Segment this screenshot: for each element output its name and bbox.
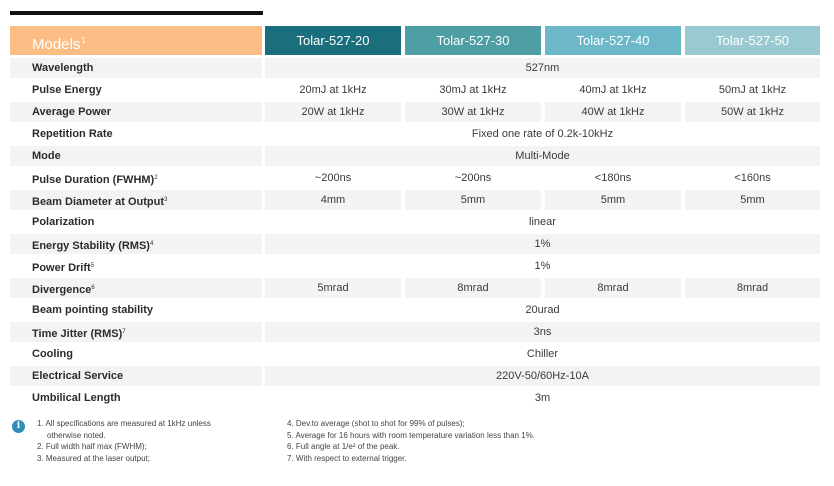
spec-label-text: Beam Diameter at Output <box>32 196 165 208</box>
spec-label-footnote: 5 <box>90 263 95 269</box>
models-header-footnote: 1 <box>81 36 86 45</box>
spec-value: 5mm <box>545 190 681 210</box>
spec-row <box>10 277 820 299</box>
spec-row <box>10 211 820 233</box>
spec-label-text: Umbilical Length <box>32 392 121 404</box>
spec-row <box>10 299 820 321</box>
spec-label <box>10 278 262 298</box>
spec-label-footnote: 7 <box>122 329 126 335</box>
models-header-label: Models <box>32 36 81 53</box>
spec-label-footnote: 4 <box>149 241 154 247</box>
spec-value-shared: linear <box>265 212 820 232</box>
spec-label-text: Repetition Rate <box>32 128 113 140</box>
spec-label <box>10 234 262 254</box>
model-header-1: Tolar-527-20 <box>265 26 401 55</box>
footnote-6: 6. Full angle at 1/e² of the peak. <box>287 442 400 451</box>
spec-label-text: Energy Stability (RMS) <box>32 240 150 252</box>
footnote-2: 2. Full width half max (FWHM); <box>37 442 147 451</box>
spec-value-shared: 20urad <box>265 300 820 320</box>
footnote-1-cont: otherwise noted. <box>47 430 106 440</box>
footnote-7: 7. With respect to external trigger. <box>287 453 407 463</box>
spec-value-shared: 220V-50/60Hz-10A <box>265 366 820 386</box>
spec-value: ~200ns <box>405 168 541 188</box>
spec-value: 20W at 1kHz <box>265 102 401 122</box>
spec-row <box>10 79 820 101</box>
spec-value: 40W at 1kHz <box>545 102 681 122</box>
footnote-3: 3. Measured at the laser output; <box>37 453 150 463</box>
info-icon: i <box>12 420 25 433</box>
spec-row <box>10 167 820 189</box>
spec-label <box>10 102 262 122</box>
spec-value-shared: 3ns <box>265 322 820 342</box>
spec-label-text: Pulse Duration (FWHM) <box>32 174 155 186</box>
spec-value: <180ns <box>545 168 681 188</box>
spec-row <box>10 255 820 277</box>
top-accent-bar <box>10 11 263 15</box>
spec-label <box>10 256 262 276</box>
spec-row <box>10 101 820 123</box>
spec-label-footnote: 2 <box>154 175 158 181</box>
model-header-3: Tolar-527-40 <box>545 26 681 55</box>
spec-value: 50W at 1kHz <box>685 102 820 122</box>
spec-value-shared: Chiller <box>265 344 820 364</box>
footnotes <box>12 418 822 478</box>
spec-value: 20mJ at 1kHz <box>265 80 401 100</box>
spec-value: 30W at 1kHz <box>405 102 541 122</box>
spec-table-header <box>10 26 820 55</box>
spec-value-shared: 1% <box>265 256 820 276</box>
spec-label-text: Cooling <box>32 348 73 360</box>
spec-row <box>10 189 820 211</box>
spec-label <box>10 322 262 342</box>
spec-label-footnote: 3 <box>164 197 168 203</box>
spec-label-footnote: 6 <box>91 285 95 291</box>
spec-row <box>10 57 820 79</box>
footnotes-left <box>37 418 267 464</box>
spec-label <box>10 366 262 386</box>
spec-value-shared: Fixed one rate of 0.2k-10kHz <box>265 124 820 144</box>
spec-label-text: Power Drift <box>32 262 91 274</box>
spec-table-body <box>10 57 820 409</box>
spec-value: 50mJ at 1kHz <box>685 80 820 100</box>
spec-label <box>10 146 262 166</box>
spec-value: 4mm <box>265 190 401 210</box>
footnote-1: 1. All specifications are measured at 1kHz unless <box>37 419 211 428</box>
spec-label-text: Pulse Energy <box>32 84 102 96</box>
spec-value: <160ns <box>685 168 820 188</box>
spec-row <box>10 123 820 145</box>
footnotes-right <box>287 418 627 464</box>
spec-label-text: Wavelength <box>32 62 94 74</box>
spec-label-text: Polarization <box>32 216 95 228</box>
spec-label-text: Time Jitter (RMS) <box>32 328 123 340</box>
spec-value-shared: 527nm <box>265 58 820 78</box>
spec-label <box>10 124 262 144</box>
spec-value-shared: 3m <box>265 388 820 408</box>
spec-label-text: Divergence <box>32 284 92 296</box>
spec-row <box>10 387 820 409</box>
spec-row <box>10 321 820 343</box>
spec-label <box>10 58 262 78</box>
footnote-4: 4. Dev.to average (shot to shot for 99% of pulses); <box>287 419 465 428</box>
model-header-4: Tolar-527-50 <box>685 26 820 55</box>
spec-label-text: Mode <box>32 150 61 162</box>
spec-value: 5mm <box>685 190 820 210</box>
spec-value-shared: Multi-Mode <box>265 146 820 166</box>
spec-value: ~200ns <box>265 168 401 188</box>
spec-row <box>10 145 820 167</box>
spec-label-text: Electrical Service <box>32 370 124 382</box>
spec-value: 5mm <box>405 190 541 210</box>
spec-value: 30mJ at 1kHz <box>405 80 541 100</box>
footnote-5: 5. Average for 16 hours with room temperature variation less than 1%. <box>287 430 535 440</box>
spec-label-text: Average Power <box>32 106 112 118</box>
spec-value: 8mrad <box>685 278 820 298</box>
spec-label <box>10 190 262 210</box>
spec-row <box>10 233 820 255</box>
spec-value-shared: 1% <box>265 234 820 254</box>
spec-label <box>10 388 262 408</box>
spec-label <box>10 344 262 364</box>
spec-value: 5mrad <box>265 278 401 298</box>
models-header <box>10 26 262 55</box>
spec-row <box>10 365 820 387</box>
spec-label <box>10 168 262 188</box>
spec-label <box>10 80 262 100</box>
model-header-2: Tolar-527-30 <box>405 26 541 55</box>
spec-label <box>10 300 262 320</box>
spec-value: 40mJ at 1kHz <box>545 80 681 100</box>
spec-label <box>10 212 262 232</box>
spec-row <box>10 343 820 365</box>
spec-value: 8mrad <box>545 278 681 298</box>
spec-value: 8mrad <box>405 278 541 298</box>
spec-label-text: Beam pointing stability <box>32 304 154 316</box>
